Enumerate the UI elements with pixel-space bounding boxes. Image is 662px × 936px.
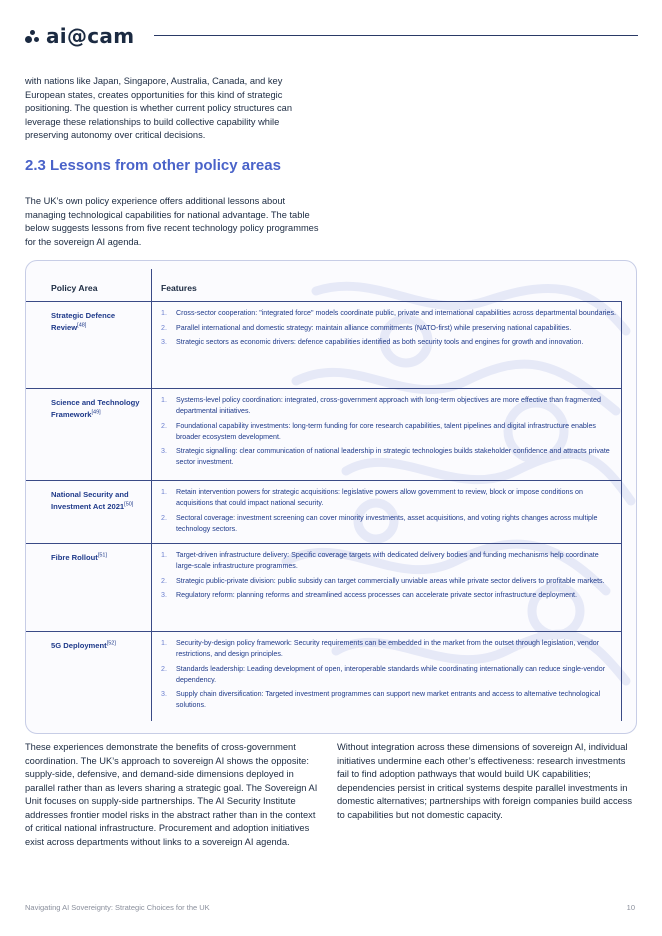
lead-paragraph: The UK’s own policy experience offers additional lessons about managing technological capabilities for national advantage. The table below suggests lessons from five recent technology policy programmes for the sovereign AI agenda. (25, 196, 319, 247)
policy-lessons-table (25, 260, 637, 734)
feature-item: 3. Supply chain diversification: Targeted investment programmes can support new market entrants and access to alternative technological solutions. (161, 690, 601, 709)
feature-item: 1. Target-driven infrastructure delivery: Specific coverage targets with dedicated delivery bodies and funding mechanisms help coordinate large-scale infrastructure programmes. (161, 551, 599, 570)
table-row (26, 544, 622, 631)
logo-dots-icon (24, 28, 40, 44)
policy-area-name: Strategic Defence Review[48] (51, 311, 116, 332)
feature-item: 2. Strategic public-private division: public subsidy can target commercially unviable areas while private sector delivers to profitable markets. (161, 576, 605, 585)
feature-item: 1. Security-by-design policy framework: Security requirements can be embedded in the market from the outset through legislation, vendor restrictions, and design principles. (161, 639, 600, 658)
table-row (26, 632, 622, 722)
header-rule (154, 35, 638, 36)
policy-area-name: 5G Deployment[52] (51, 640, 116, 650)
feature-item: 1. Cross-sector cooperation: "integrated force" models coordinate public, private and international capabilities across departmental boundaries. (161, 309, 616, 317)
feature-item: 2. Foundational capability investments: long-term funding for core research capabilities, talent pipelines and digital infrastructure enables broader ecosystem development. (161, 421, 596, 441)
table-row (26, 302, 622, 388)
body-right-column: Without integration across these dimensions of sovereign AI, individual initiatives undermine each other’s effectiveness: research investments fail to find adoption pathways that would build UK capabilities; dependencies persist in critical systems despite parallel investments in domestic alternatives; partnerships with foreign companies build access to capabilities but not domestic capacity. (337, 742, 633, 820)
feature-item: 3. Strategic signalling: clear communication of national leadership in strategic technologies builds stakeholder confidence and attracts private sector investment. (161, 447, 610, 466)
page-header (24, 24, 638, 52)
feature-item: 3. Strategic sectors as economic drivers: defence capabilities identified as both security tools and engines for growth and innovation. (161, 338, 584, 346)
table-row (26, 389, 622, 480)
policy-area-name: Fibre Rollout[51] (51, 552, 108, 562)
header-features: Features (161, 283, 197, 293)
page-number: 10 (626, 903, 635, 912)
feature-list (161, 550, 616, 605)
policy-area-name: National Security and Investment Act 2021[50] (51, 490, 134, 511)
intro-paragraph: with nations like Japan, Singapore, Australia, Canada, and key European states, creates opportunities for this kind of strategic positioning. The question is whether current policy structures can leverage these relationships to build collective capability while preserving autonomy over critical decisions. (25, 76, 292, 140)
table-row (26, 481, 622, 543)
feature-list (161, 487, 616, 538)
feature-item: 2. Sectoral coverage: investment screening can cover minority investments, asset acquisitions, and voting rights changes across multiple technology sectors. (161, 513, 598, 533)
feature-item: 2. Standards leadership: Leading development of open, interoperable standards while coordinating internationally can reduce single-vendor dependency. (161, 664, 606, 684)
logo-text: ai@cam (46, 24, 135, 48)
header-policy-area: Policy Area (51, 283, 98, 293)
feature-list (161, 395, 616, 472)
body-left-column: These experiences demonstrate the benefits of cross-government coordination. The UK’s approach to sovereign AI shows the opposite: supply-side, defensive, and demand-side dimensions deployed in parallel rather than as levers sharing a strategic goal. The Sovereign AI Unit focuses on supply-side partnerships. The AI Security Institute addresses frontier model risks in the abstract rather than in the context of critical national infrastructure. Procurement and adoption initiatives exist across departments without links to a sovereign AI agenda. (25, 742, 318, 847)
feature-item: 1. Systems-level policy coordination: integrated, cross-government approach with long-term objectives are more effective than fragmented departmental initiatives. (161, 396, 601, 415)
feature-list (161, 638, 616, 715)
footer-title: Navigating AI Sovereignty: Strategic Choices for the UK (25, 903, 210, 912)
section-title: 2.3 Lessons from other policy areas (25, 157, 281, 174)
table-header (26, 261, 636, 301)
policy-area-name: Science and Technology Framework[49] (51, 398, 140, 419)
feature-item: 1. Retain intervention powers for strategic acquisitions: legislative powers allow government to review, block or impose conditions on acquisitions that could impact national security. (161, 488, 583, 507)
feature-item: 2. Parallel international and domestic strategy: maintain alliance commitments (NATO-first) while preserving national capabilities. (161, 323, 572, 332)
logo (24, 24, 134, 48)
feature-item: 3. Regulatory reform: planning reforms and streamlined access processes can accelerate private sector infrastructure deployment. (161, 591, 577, 599)
feature-list (161, 308, 616, 352)
